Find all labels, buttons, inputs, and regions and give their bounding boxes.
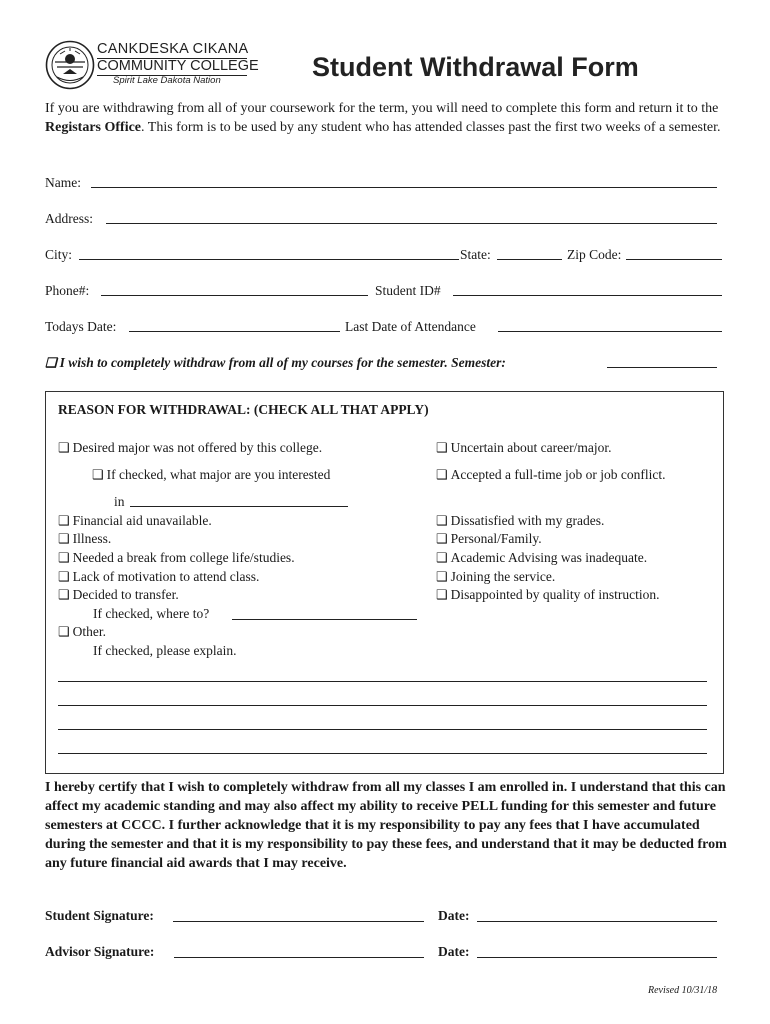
form-title: Student Withdrawal Form (312, 52, 639, 82)
explain-line[interactable] (58, 729, 707, 730)
name-field[interactable] (91, 187, 717, 188)
checkbox[interactable]: ❑ (58, 531, 70, 546)
address-field[interactable] (106, 223, 717, 224)
college-logo (45, 40, 95, 90)
student-id-label: Student ID# (375, 283, 441, 298)
explain-line[interactable] (58, 681, 707, 682)
reason-label: Academic Advising was inadequate. (450, 550, 648, 565)
address-label: Address: (45, 211, 93, 226)
checkbox[interactable]: ❑ (436, 531, 448, 546)
reason-uncertain (436, 439, 611, 457)
reason-illness (58, 530, 111, 548)
reason-motivation (58, 568, 259, 586)
todays-date-label: Todays Date: (45, 319, 117, 334)
checkbox[interactable]: ❑ (436, 550, 448, 565)
reason-desired-major (58, 439, 322, 457)
college-name-line2: COMMUNITY COLLEGE (97, 58, 259, 74)
checkbox[interactable]: ❑ (436, 513, 448, 528)
zip-field[interactable] (626, 259, 722, 260)
phone-label: Phone#: (45, 283, 90, 298)
reason-label: Joining the service. (450, 569, 556, 584)
intro-paragraph (45, 100, 735, 137)
last-date-label: Last Date of Attendance (345, 319, 476, 334)
intro-text-after: . This form is to be used by any student who has attended classes past the first two weeks of a semester. (141, 119, 721, 135)
transfer-where-label: If checked, where to? (93, 606, 210, 621)
checkbox[interactable]: ❑ (58, 624, 70, 639)
advisor-date-label: Date: (438, 944, 470, 959)
withdraw-all-checkbox[interactable]: ❑ (45, 355, 57, 370)
checkbox[interactable]: ❑ (436, 440, 448, 455)
name-label: Name: (45, 175, 81, 190)
student-date-label: Date: (438, 908, 470, 923)
zip-label: Zip Code: (567, 247, 622, 262)
student-signature-label: Student Signature: (45, 908, 154, 923)
phone-field[interactable] (101, 295, 368, 296)
advisor-signature-field[interactable] (174, 957, 424, 958)
city-label: City: (45, 247, 73, 262)
intro-text-before: If you are withdrawing from all of your coursework for the term, you will need to complete this form and return it to the (45, 101, 719, 116)
withdraw-all-row (45, 354, 506, 372)
withdraw-all-text: I wish to completely withdraw from all of my courses for the semester. Semester: (59, 355, 506, 370)
student-id-field[interactable] (453, 295, 722, 296)
reason-label: Lack of motivation to attend class. (72, 569, 260, 584)
checkbox[interactable]: ❑ (58, 550, 70, 565)
other-explain-label: If checked, please explain. (93, 643, 237, 658)
explain-line[interactable] (58, 705, 707, 706)
city-field[interactable] (79, 259, 459, 260)
advisor-signature-label: Advisor Signature: (45, 944, 155, 959)
reason-label: Personal/Family. (450, 531, 542, 546)
reason-label: Uncertain about career/major. (450, 440, 612, 455)
reason-transfer (58, 586, 179, 604)
reason-label: Disappointed by quality of instruction. (450, 587, 660, 602)
explain-line[interactable] (58, 753, 707, 754)
checkbox[interactable]: ❑ (92, 467, 104, 482)
reason-label: Other. (72, 624, 107, 639)
student-signature-field[interactable] (173, 921, 424, 922)
todays-date-field[interactable] (129, 331, 340, 332)
reason-label: Decided to transfer. (72, 587, 179, 602)
reason-label: Dissatisfied with my grades. (450, 513, 605, 528)
transfer-where-field[interactable] (232, 619, 417, 620)
reason-financial-aid (58, 512, 212, 530)
state-field[interactable] (497, 259, 562, 260)
checkbox[interactable]: ❑ (58, 513, 70, 528)
reason-break (58, 549, 295, 567)
reason-label: Financial aid unavailable. (72, 513, 212, 528)
checkbox[interactable]: ❑ (58, 440, 70, 455)
checkbox[interactable]: ❑ (436, 587, 448, 602)
semester-field[interactable] (607, 367, 717, 368)
reason-job (436, 466, 665, 484)
advisor-date-field[interactable] (477, 957, 717, 958)
reason-label: Needed a break from college life/studies. (72, 550, 295, 565)
reason-other (58, 623, 106, 641)
state-label: State: (460, 247, 491, 262)
revised-date: Revised 10/31/18 (648, 985, 718, 996)
checkbox[interactable]: ❑ (436, 569, 448, 584)
checkbox[interactable]: ❑ (58, 587, 70, 602)
reason-instruction (436, 586, 660, 604)
college-tagline: Spirit Lake Dakota Nation (113, 75, 221, 86)
reasons-heading: REASON FOR WITHDRAWAL: (CHECK ALL THAT APPLY) (58, 402, 429, 417)
reason-major-interest (92, 466, 330, 484)
certification-text: I hereby certify that I wish to completely withdraw from all my classes I am enrolled in. I understand that this can affect my academic standing and may also affect my ability to receive PELL funding for this semester and future semesters at CCCC. I further acknowledge that it is my responsibility to pay any fees that I have accumulated during the semester and that it is my responsibility to pay these fees, and understand that it may be deducted from any future financial aid awards that I may receive. (45, 780, 727, 871)
intro-office: Registars Office (45, 119, 142, 135)
reason-label: Desired major was not offered by this college. (72, 440, 323, 455)
reason-label: Illness. (72, 531, 112, 546)
college-name-line1: CANKDESKA CIKANA (97, 41, 249, 57)
reason-service (436, 568, 555, 586)
student-date-field[interactable] (477, 921, 717, 922)
reason-label: If checked, what major are you interested (106, 467, 331, 482)
checkbox[interactable]: ❑ (58, 569, 70, 584)
reason-personal (436, 530, 542, 548)
reason-label: Accepted a full-time job or job conflict. (450, 467, 666, 482)
reason-grades (436, 512, 604, 530)
checkbox[interactable]: ❑ (436, 467, 448, 482)
reason-advising (436, 549, 647, 567)
major-in-label: in (114, 494, 125, 509)
last-date-field[interactable] (498, 331, 722, 332)
major-in-field[interactable] (130, 506, 348, 507)
